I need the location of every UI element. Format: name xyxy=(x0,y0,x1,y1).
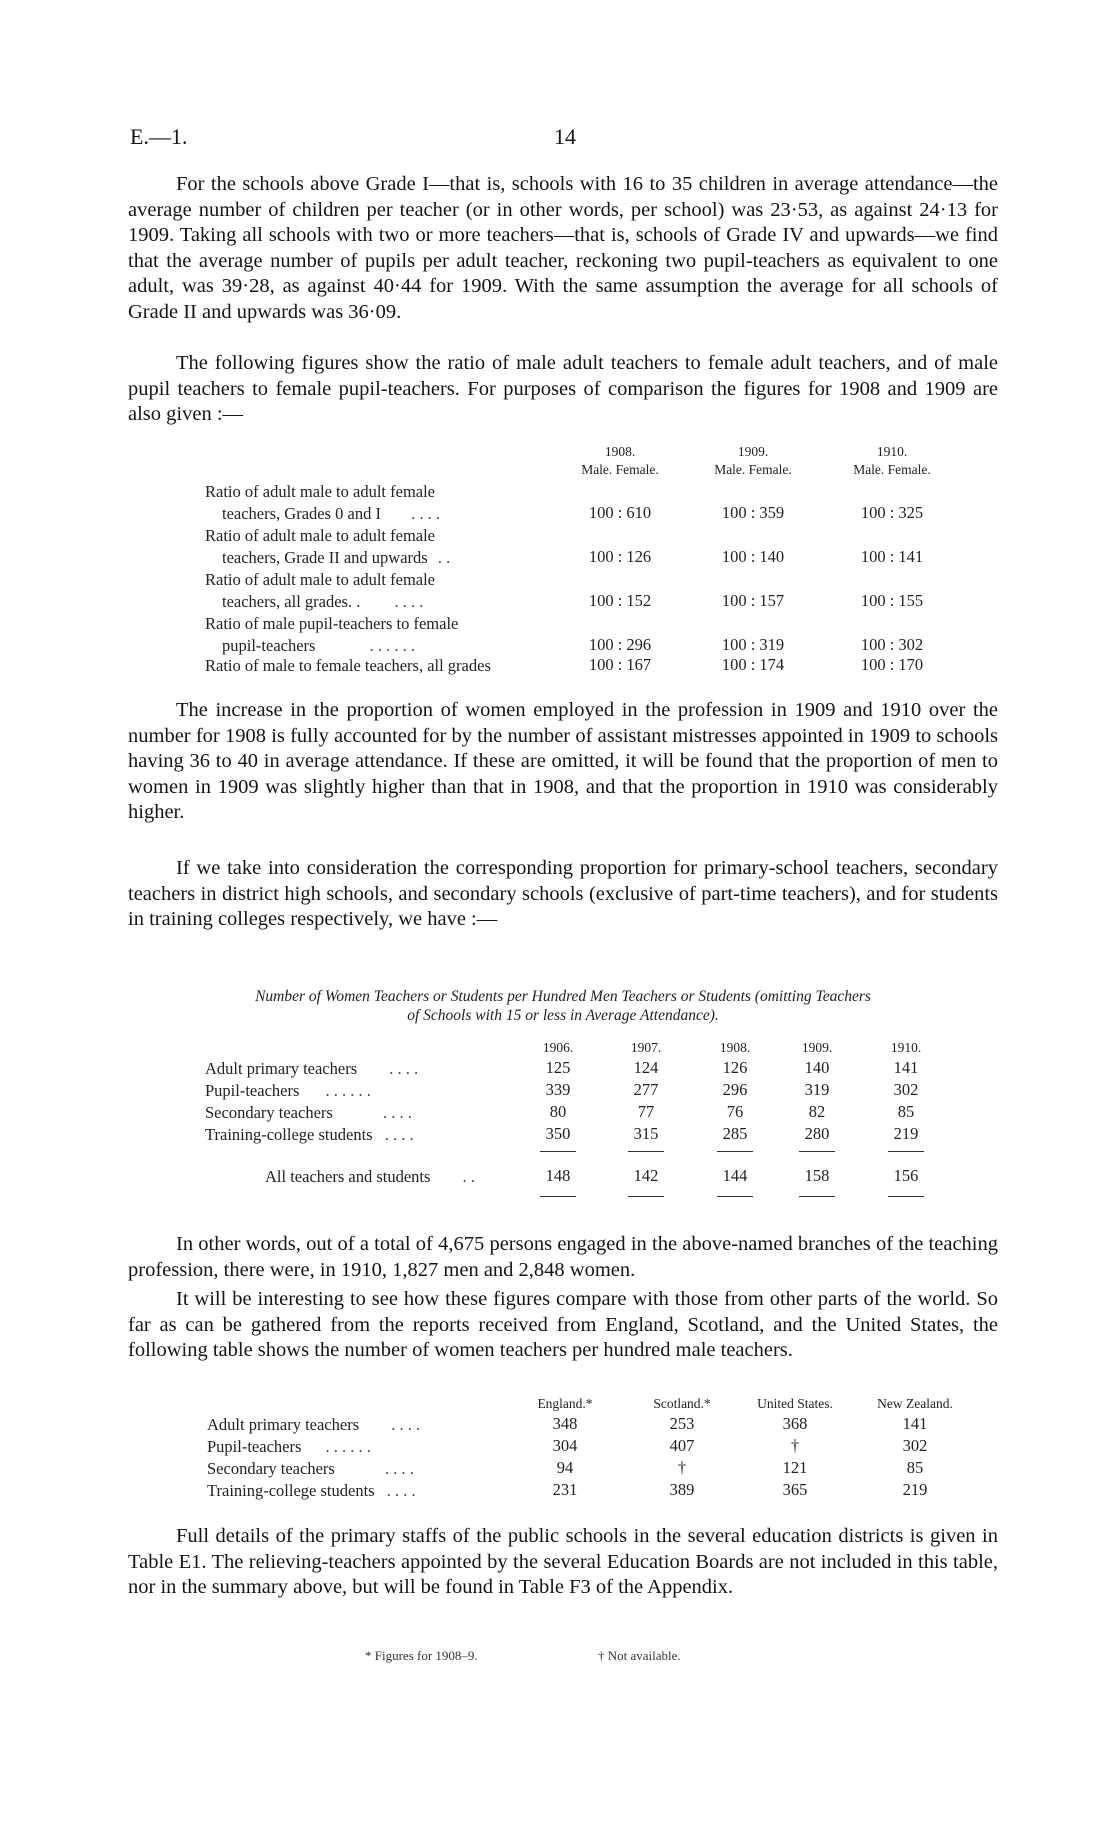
women-row-4-1909: 280 xyxy=(804,1124,830,1143)
ratio-subheader-1908: Male. Female. xyxy=(581,462,659,477)
country-row-2-england: 304 xyxy=(552,1436,578,1455)
ratio-subheader-1909: Male. Female. xyxy=(714,462,792,477)
women-row-2-1907: 277 xyxy=(633,1080,659,1099)
footnote-dagger: † Not available. xyxy=(598,1648,681,1663)
rule-1908-bottom xyxy=(717,1196,753,1197)
paragraph-7-text: Full details of the primary staffs of the public schools in the several education districts is given in Table E1. The relieving-teachers appointed by the several Education Boards are not included in this table, nor in the summary above, but will be found in Table F3 of the Appendix. xyxy=(128,1525,998,1598)
paragraph-5 xyxy=(128,1232,998,1283)
women-year-1910: 1910. xyxy=(890,1040,922,1055)
paragraph-1-text: For the schools above Grade I—that is, schools with 16 to 35 children in average attendance—the average number of children per teacher (or in other words, per school) was 23·53, as against 24·13 for 1909. Taking all schools with two or more teachers—that is, schools of Grade IV and upwards—we find that the average number of pupils per adult teacher, reckoning two pupil-teachers as equivalent to one adult, was 39·28, as against 40·44 for 1909. With the same assumption the average for all schools of Grade II and upwards was 36·09. xyxy=(128,173,998,323)
country-row-4-united-states: 365 xyxy=(782,1480,808,1499)
rule-1907-bottom xyxy=(628,1196,664,1197)
country-header-new-zealand: New Zealand. xyxy=(877,1396,953,1411)
women-total-1908: 144 xyxy=(722,1166,748,1185)
paragraph-2-text: The following figures show the ratio of male adult teachers to female adult teachers, and of male pupil teachers to female pupil-teachers. For purposes of comparison the figures for 1908 and 1909 are also given :— xyxy=(128,352,998,425)
footnote-star: * Figures for 1908–9. xyxy=(365,1648,478,1663)
country-row-4-label: Training-college students . . . . xyxy=(207,1481,416,1500)
ratio-row-5-1909: 100 : 174 xyxy=(721,655,785,674)
women-row-3-label: Secondary teachers . . . . xyxy=(205,1103,412,1122)
ratio-row-3-1909: 100 : 157 xyxy=(721,591,785,610)
women-row-3-1907: 77 xyxy=(637,1102,655,1121)
women-year-1907: 1907. xyxy=(630,1040,662,1055)
women-row-3-1906: 80 xyxy=(549,1102,567,1121)
ratio-year-1909: 1909. xyxy=(737,444,769,459)
women-year-1909: 1909. xyxy=(801,1040,833,1055)
country-row-1-england: 348 xyxy=(552,1414,578,1433)
country-row-4-scotland: 389 xyxy=(669,1480,695,1499)
women-row-2-label: Pupil-teachers . . . . . . xyxy=(205,1081,371,1100)
women-row-3-1909: 82 xyxy=(808,1102,826,1121)
report-code: E.—1. xyxy=(130,124,188,149)
country-row-4-england: 231 xyxy=(552,1480,578,1499)
women-total-1909: 158 xyxy=(804,1166,830,1185)
women-row-3-1908: 76 xyxy=(726,1102,744,1121)
country-row-3-new-zealand: 85 xyxy=(906,1458,924,1477)
rule-1907-top xyxy=(628,1151,664,1152)
ratio-row-1-1910: 100 : 325 xyxy=(860,503,924,522)
country-row-2-united-states: † xyxy=(790,1436,800,1455)
ratio-subheader-1910: Male. Female. xyxy=(853,462,931,477)
ratio-row-4-1908: 100 : 296 xyxy=(588,635,652,654)
country-row-1-new-zealand: 141 xyxy=(902,1414,928,1433)
country-row-2-new-zealand: 302 xyxy=(902,1436,928,1455)
page-number: 14 xyxy=(554,124,576,149)
women-row-1-1906: 125 xyxy=(545,1058,571,1077)
women-row-1-1908: 126 xyxy=(722,1058,748,1077)
ratio-year-1908: 1908. xyxy=(604,444,636,459)
women-row-3-1910: 85 xyxy=(897,1102,915,1121)
country-header-england: England.* xyxy=(537,1396,593,1411)
ratio-row-4-label-2: pupil-teachers . . . . . . xyxy=(222,636,415,655)
paragraph-3-text: The increase in the proportion of women employed in the profession in 1909 and 1910 over the number for 1908 is fully accounted for by the number of assistant mistresses appointed in 1909 to schools having 36 to 40 in average attendance. If these are omitted, it will be found that the proportion of men to women in 1909 was slightly higher than that in 1908, and that the proportion in 1910 was considerably higher. xyxy=(128,699,998,823)
country-row-3-label: Secondary teachers . . . . xyxy=(207,1459,414,1478)
paragraph-4-text: If we take into consideration the corresponding proportion for primary-school teachers, secondary teachers in district high schools, and secondary schools (exclusive of part-time teachers), and for students in training colleges respectively, we have :— xyxy=(128,857,998,930)
women-row-4-1907: 315 xyxy=(633,1124,659,1143)
women-row-4-1910: 219 xyxy=(893,1124,919,1143)
rule-1909-top xyxy=(799,1151,835,1152)
ratio-row-4-1909: 100 : 319 xyxy=(721,635,785,654)
country-row-1-label: Adult primary teachers . . . . xyxy=(207,1415,421,1434)
women-year-1906: 1906. xyxy=(542,1040,574,1055)
ratio-row-3-label-1: Ratio of adult male to adult female xyxy=(205,570,436,589)
women-row-1-1907: 124 xyxy=(633,1058,659,1077)
ratio-row-1-1909: 100 : 359 xyxy=(721,503,785,522)
country-row-2-label: Pupil-teachers . . . . . . xyxy=(207,1437,371,1456)
rule-1909-bottom xyxy=(799,1196,835,1197)
women-row-2-1910: 302 xyxy=(893,1080,919,1099)
ratio-row-1-1908: 100 : 610 xyxy=(588,503,652,522)
women-row-2-1908: 296 xyxy=(722,1080,748,1099)
country-row-1-scotland: 253 xyxy=(669,1414,695,1433)
women-year-1908: 1908. xyxy=(719,1040,751,1055)
ratio-row-2-1908: 100 : 126 xyxy=(588,547,652,566)
rule-1906-top xyxy=(540,1151,576,1152)
ratio-year-1910: 1910. xyxy=(876,444,908,459)
women-row-4-label: Training-college students . . . . xyxy=(205,1125,414,1144)
women-total-1910: 156 xyxy=(893,1166,919,1185)
ratio-row-3-1910: 100 : 155 xyxy=(860,591,924,610)
ratio-row-2-label-1: Ratio of adult male to adult female xyxy=(205,526,436,545)
rule-1906-bottom xyxy=(540,1196,576,1197)
paragraph-1 xyxy=(128,172,998,325)
ratio-row-5-1908: 100 : 167 xyxy=(588,655,652,674)
women-row-4-1906: 350 xyxy=(545,1124,571,1143)
country-row-1-united-states: 368 xyxy=(782,1414,808,1433)
paragraph-6-text: It will be interesting to see how these figures compare with those from other parts of the world. So far as can be gathered from the reports received from England, Scotland, and the United States, the following table shows the number of women teachers per hundred male teachers. xyxy=(128,1288,998,1361)
women-total-label: All teachers and students . . xyxy=(265,1167,475,1186)
ratio-row-4-1910: 100 : 302 xyxy=(860,635,924,654)
country-row-2-scotland: 407 xyxy=(669,1436,695,1455)
women-row-1-1909: 140 xyxy=(804,1058,830,1077)
ratio-row-2-1909: 100 : 140 xyxy=(721,547,785,566)
women-row-1-1910: 141 xyxy=(893,1058,919,1077)
paragraph-6 xyxy=(128,1287,998,1364)
paragraph-7 xyxy=(128,1524,998,1601)
paragraph-2 xyxy=(128,351,998,428)
women-row-2-1906: 339 xyxy=(545,1080,571,1099)
rule-1910-top xyxy=(888,1151,924,1152)
ratio-row-5-1910: 100 : 170 xyxy=(860,655,924,674)
paragraph-5-text: In other words, out of a total of 4,675 persons engaged in the above-named branches of the teaching profession, there were, in 1910, 1,827 men and 2,848 women. xyxy=(128,1233,998,1281)
women-row-4-1908: 285 xyxy=(722,1124,748,1143)
ratio-row-5-label: Ratio of male to female teachers, all grades xyxy=(205,656,491,675)
country-header-united-states: United States. xyxy=(757,1396,833,1411)
paragraph-3 xyxy=(128,698,998,826)
country-header-scotland: Scotland.* xyxy=(653,1396,711,1411)
country-row-3-united-states: 121 xyxy=(782,1458,808,1477)
paragraph-4 xyxy=(128,856,998,933)
ratio-row-3-1908: 100 : 152 xyxy=(588,591,652,610)
women-total-1907: 142 xyxy=(633,1166,659,1185)
women-table-caption-2: of Schools with 15 or less in Average Attendance). xyxy=(407,1007,719,1024)
ratio-row-3-label-2: teachers, all grades. . . . . . xyxy=(222,592,424,611)
rule-1910-bottom xyxy=(888,1196,924,1197)
rule-1908-top xyxy=(717,1151,753,1152)
ratio-row-2-label-2: teachers, Grade II and upwards . . xyxy=(222,548,451,567)
ratio-row-2-1910: 100 : 141 xyxy=(860,547,924,566)
ratio-row-1-label-2: teachers, Grades 0 and I . . . . xyxy=(222,504,440,523)
country-row-3-england: 94 xyxy=(556,1458,574,1477)
country-row-3-scotland: † xyxy=(677,1458,687,1477)
women-table-caption-1: Number of Women Teachers or Students per Hundred Men Teachers or Students (omitting Teachers xyxy=(255,988,871,1005)
women-row-1-label: Adult primary teachers . . . . xyxy=(205,1059,419,1078)
ratio-row-1-label-1: Ratio of adult male to adult female xyxy=(205,482,436,501)
women-total-1906: 148 xyxy=(545,1166,571,1185)
women-row-2-1909: 319 xyxy=(804,1080,830,1099)
country-row-4-new-zealand: 219 xyxy=(902,1480,928,1499)
ratio-row-4-label-1: Ratio of male pupil-teachers to female xyxy=(205,614,459,633)
